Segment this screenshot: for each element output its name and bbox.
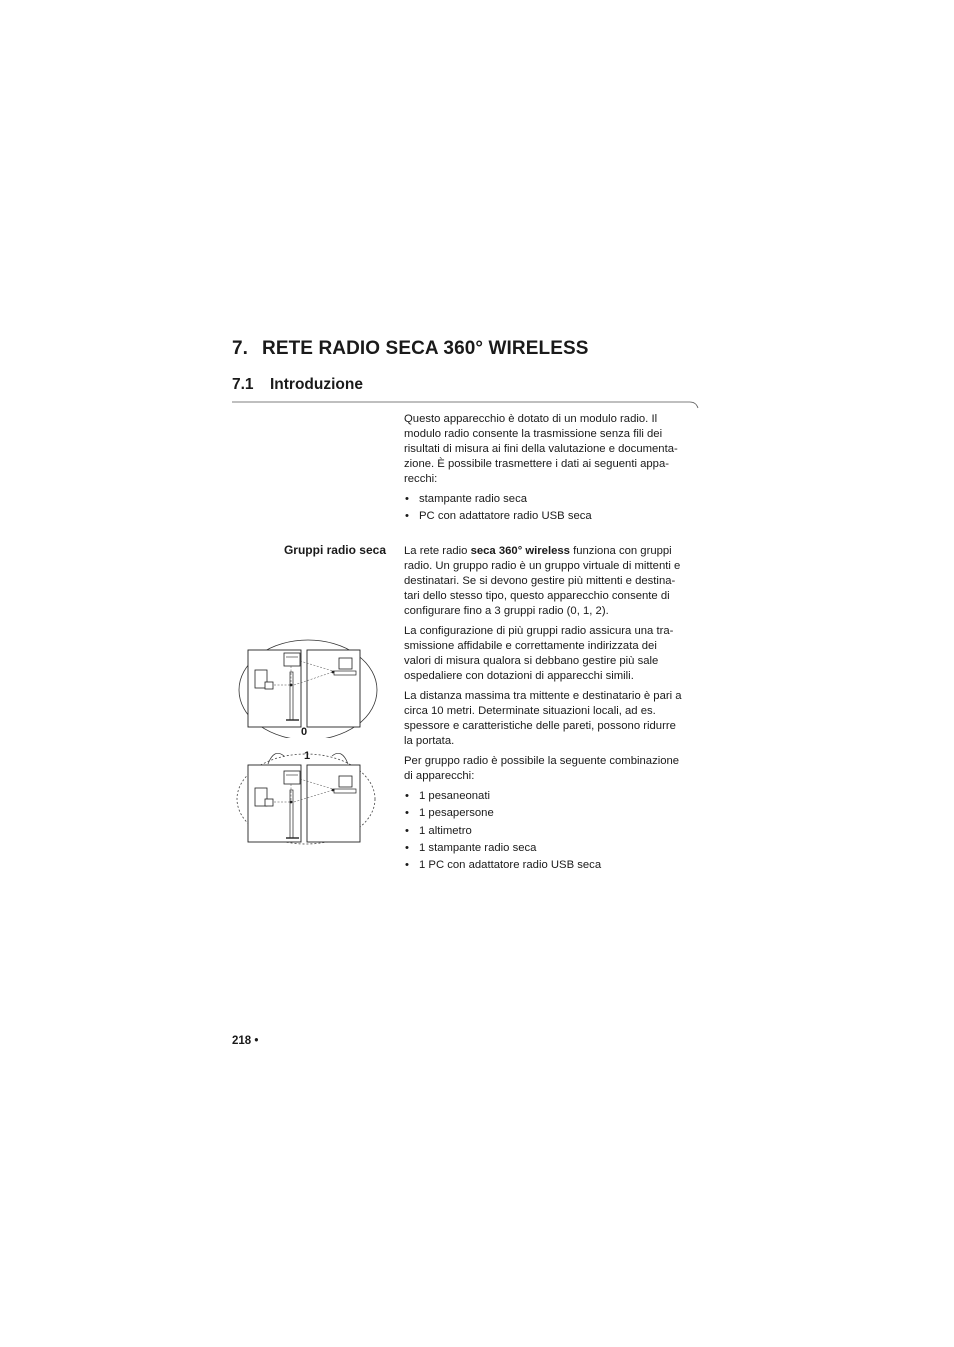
- bullet-glyph: •: [405, 824, 409, 837]
- text-line: La distanza massima tra mittente e destinatario è pari a: [404, 690, 682, 702]
- radio-group-0-illustration: [236, 634, 382, 738]
- intro-line: recchi:: [404, 473, 438, 485]
- bullet-glyph: •: [405, 510, 409, 523]
- list-item: [404, 841, 696, 858]
- intro-line: zione. È possibile trasmettere i dati ai seguenti appa-: [404, 458, 669, 470]
- groups-paragraph-1: [404, 544, 696, 619]
- text-run: La rete radio: [404, 545, 471, 557]
- list-item-text: 1 pesaneonati: [419, 790, 490, 802]
- bullet-glyph: •: [405, 790, 409, 802]
- list-item-text: 1 altimetro: [419, 824, 472, 837]
- group-label-1: 1: [304, 750, 311, 762]
- list-item: [404, 492, 696, 509]
- groups-side-label: Gruppi radio seca: [283, 543, 386, 557]
- intro-line: modulo radio consente la trasmissione senza fili dei: [404, 428, 663, 440]
- text-line: spessore e caratteristiche delle pareti, possono ridurre: [404, 720, 676, 732]
- text-line: ospedaliere con dotazioni di apparecchi simili.: [404, 670, 634, 682]
- section-number: 7.1: [232, 376, 254, 393]
- text-line: circa 10 metri. Determinate situazioni locali, ad es.: [404, 705, 656, 717]
- intro-line: Questo apparecchio è dotato di un modulo radio. Il: [404, 413, 658, 425]
- groups-paragraph-4: [404, 754, 696, 784]
- intro-bullet-list: [404, 492, 696, 527]
- intro-block: [404, 412, 696, 527]
- list-item: [404, 509, 696, 526]
- chapter-title: RETE RADIO SECA 360° WIRELESS: [262, 338, 589, 359]
- chapter-number: 7.: [232, 338, 249, 359]
- list-item-text: PC con adattatore radio USB seca: [419, 510, 592, 523]
- bullet-glyph: •: [405, 841, 409, 854]
- section-rule: [230, 396, 704, 410]
- text-line: smissione affidabile e correttamente indirizzata dei: [404, 640, 657, 652]
- text-run: funziona con gruppi: [569, 545, 672, 557]
- text-line: valori di misura qualora si debbano gestire più sale: [404, 655, 659, 667]
- intro-paragraph: [404, 412, 696, 487]
- groups-paragraph-3: [404, 689, 696, 749]
- list-item-text: 1 stampante radio seca: [419, 841, 537, 854]
- list-item: [404, 806, 696, 823]
- text-line: Per gruppo radio è possibile la seguente combinazione: [404, 755, 680, 767]
- bullet-glyph: •: [405, 807, 409, 820]
- text-line: radio. Un gruppo radio è un gruppo virtuale di mittenti e: [404, 560, 681, 572]
- section-title: Introduzione: [270, 376, 363, 393]
- text-line: destinatari. Se si devono gestire più mittenti e destina-: [404, 575, 676, 587]
- text-line: di apparecchi:: [404, 770, 475, 782]
- groups-paragraph-2: [404, 624, 696, 684]
- text-line: tari dello stesso tipo, questo apparecchio consente di: [404, 590, 670, 602]
- bullet-glyph: •: [405, 859, 409, 872]
- section-heading: [232, 376, 363, 394]
- list-item-text: 1 PC con adattatore radio USB seca: [419, 859, 602, 872]
- device-bullet-list: [404, 789, 696, 875]
- text-line: la portata.: [404, 735, 455, 747]
- list-item: [404, 858, 696, 875]
- bullet-glyph: •: [405, 493, 409, 505]
- page-number: 218 •: [232, 1035, 259, 1047]
- text-line: configurare fino a 3 gruppi radio (0, 1, 2).: [404, 605, 609, 617]
- group-label-0: 0: [301, 726, 308, 738]
- text-line: La configurazione di più gruppi radio assicura una tra-: [404, 625, 674, 637]
- list-item: [404, 789, 696, 806]
- list-item-text: stampante radio seca: [419, 493, 528, 505]
- product-name: seca 360° wireless: [470, 545, 570, 557]
- groups-block: [404, 544, 696, 875]
- chapter-heading: [232, 338, 589, 360]
- intro-line: risultati di misura ai fini della valutazione e documenta-: [404, 443, 678, 455]
- list-item: [404, 824, 696, 841]
- list-item-text: 1 pesapersone: [419, 807, 494, 820]
